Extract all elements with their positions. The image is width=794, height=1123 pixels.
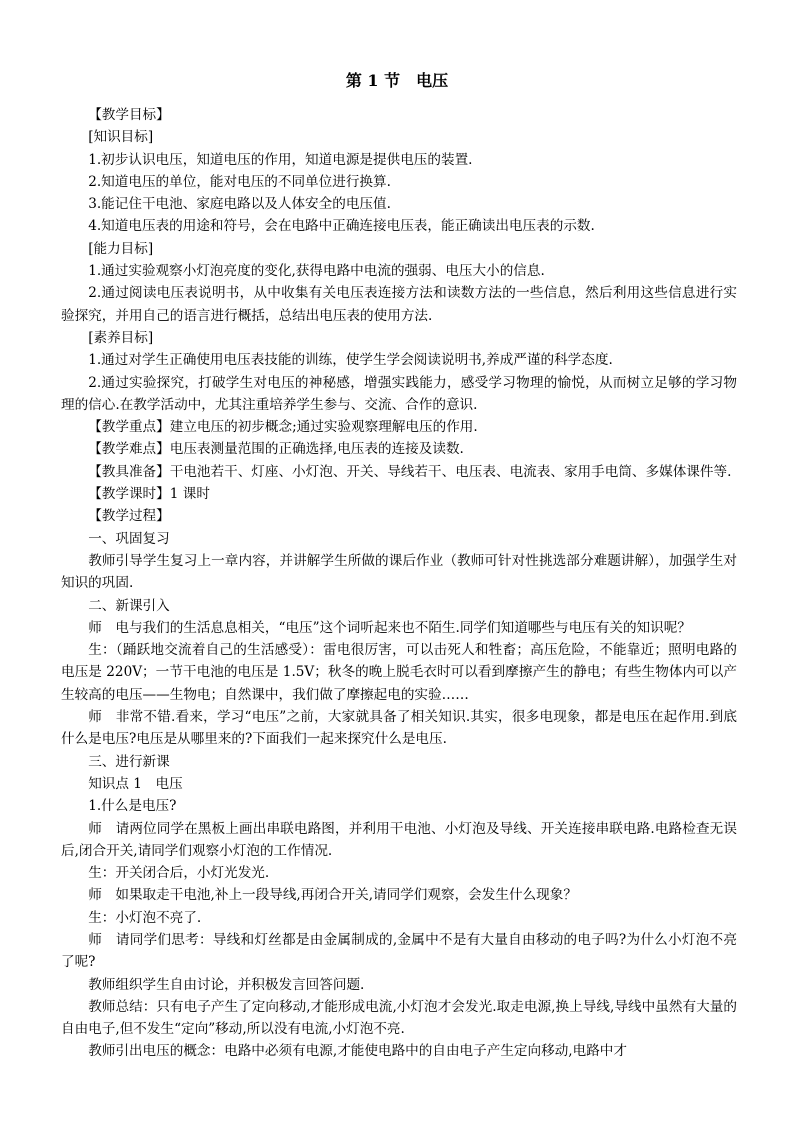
section-teaching-materials: 【教具准备】干电池若干、灯座、小灯泡、开关、导线若干、电压表、电流表、家用手电筒、多媒体课件等. [88,463,732,480]
paragraph: 2.通过实验探究，打破学生对电压的神秘感，增强实践能力，感受学习物理的愉悦，从而树立足够的学习物理的信心.在教学活动中，尤其注重培养学生参与、交流、合作的意识. [61,374,737,413]
paragraph: 师 如果取走干电池,补上一段导线,再闭合开关,请同学们观察，会发生什么现象？ [88,887,577,904]
paragraph: 师 请同学们思考：导线和灯丝都是由金属制成的,金属中不是有大量自由移动的电子吗?为什么小灯泡不亮了呢? [61,931,737,971]
paragraph: 教师总结：只有电子产生了定向移动,才能形成电流,小灯泡才会发光.取走电源,换上导线,导线中虽然有大量的自由电子,但不发生“定向”移动,所以没有电流,小灯泡不亮. [61,998,737,1038]
paragraph: 4.知道电压表的用途和符号，会在电路中正确连接电压表，能正确读出电压表的示数. [88,218,595,235]
subheading-new-lesson: 三、进行新课 [88,753,170,770]
subheading-review: 一、巩固复习 [88,530,170,547]
paragraph: 师 电与我们的生活息息相关，“电压”这个词听起来也不陌生.同学们知道哪些与电压有关的知识呢？ [88,619,691,636]
section-teaching-difficulty: 【教学难点】电压表测量范围的正确选择,电压表的连接及读数. [88,441,464,458]
subheading-knowledge-point-1: 知识点 1 电压 [88,775,183,792]
paragraph: 生：（踊跃地交流着自己的生活感受）：雷电很厉害，可以击死人和牲畜；高压危险，不能靠近；照明电路的电压是 220V；一节干电池的电压是 1.5V；秋冬的晚上脱毛衣时可以看到摩擦产生的静电；有些生物体内可以产生较高的电压——生物电；自然课中，我们做了摩擦起电的实验…… [61,642,737,703]
paragraph: 生：小灯泡不亮了. [88,909,202,926]
paragraph: 教师组织学生自由讨论，并积极发言回答问题. [88,976,365,993]
page-title: 第 1 节 电压 [345,71,449,90]
document-body [61,104,737,1063]
paragraph: 2.知道电压的单位，能对电压的不同单位进行换算. [88,173,391,190]
paragraph: 1.通过对学生正确使用电压表技能的训练，使学生学会阅读说明书,养成严谨的科学态度. [88,352,613,369]
paragraph: 1.通过实验观察小灯泡亮度的变化,获得电路中电流的强弱、电压大小的信息. [88,263,545,280]
section-class-hours: 【教学课时】1 课时 [88,486,210,503]
paragraph: 教师引导学生复习上一章内容，并讲解学生所做的课后作业（教师可针对性挑选部分难题讲解），加强学生对知识的巩固. [61,552,737,592]
section-heading-teaching-objectives: 【教学目标】 [88,107,170,123]
paragraph: 师 非常不错.看来，学习“电压”之前，大家就具备了相关知识.其实，很多电现象，都是电压在起作用.到底什么是电压?电压是从哪里来的?下面我们一起来探究什么是电压. [61,709,737,748]
paragraph: 师 请两位同学在黑板上画出串联电路图，并利用干电池、小灯泡及导线、开关连接串联电路.电路检查无误后,闭合开关,请同学们观察小灯泡的工作情况. [61,820,737,859]
subheading-introduction: 二、新课引入 [88,597,170,614]
subheading-ability-objectives: [能力目标] [88,240,154,257]
subheading-literacy-objectives: [素养目标] [88,329,154,346]
subheading-knowledge-objectives: [知识目标] [88,129,154,146]
paragraph: 1.什么是电压? [88,798,177,815]
paragraph: 生：开关闭合后，小灯光发光. [88,865,270,882]
section-heading-teaching-process: 【教学过程】 [88,508,170,525]
paragraph: 教师引出电压的概念：电路中必须有电源,才能使电路中的自由电子产生定向移动,电路中才 [88,1043,627,1060]
paragraph: 3.能记住干电池、家庭电路以及人体安全的电压值. [88,196,391,213]
section-teaching-focus: 【教学重点】建立电压的初步概念;通过实验观察理解电压的作用. [88,419,478,436]
paragraph: 1.初步认识电压，知道电压的作用，知道电源是提供电压的装置. [88,151,473,168]
paragraph: 2.通过阅读电压表说明书，从中收集有关电压表连接方法和读数方法的一些信息，然后利用这些信息进行实验探究，并用自己的语言进行概括，总结出电压表的使用方法. [61,285,737,324]
